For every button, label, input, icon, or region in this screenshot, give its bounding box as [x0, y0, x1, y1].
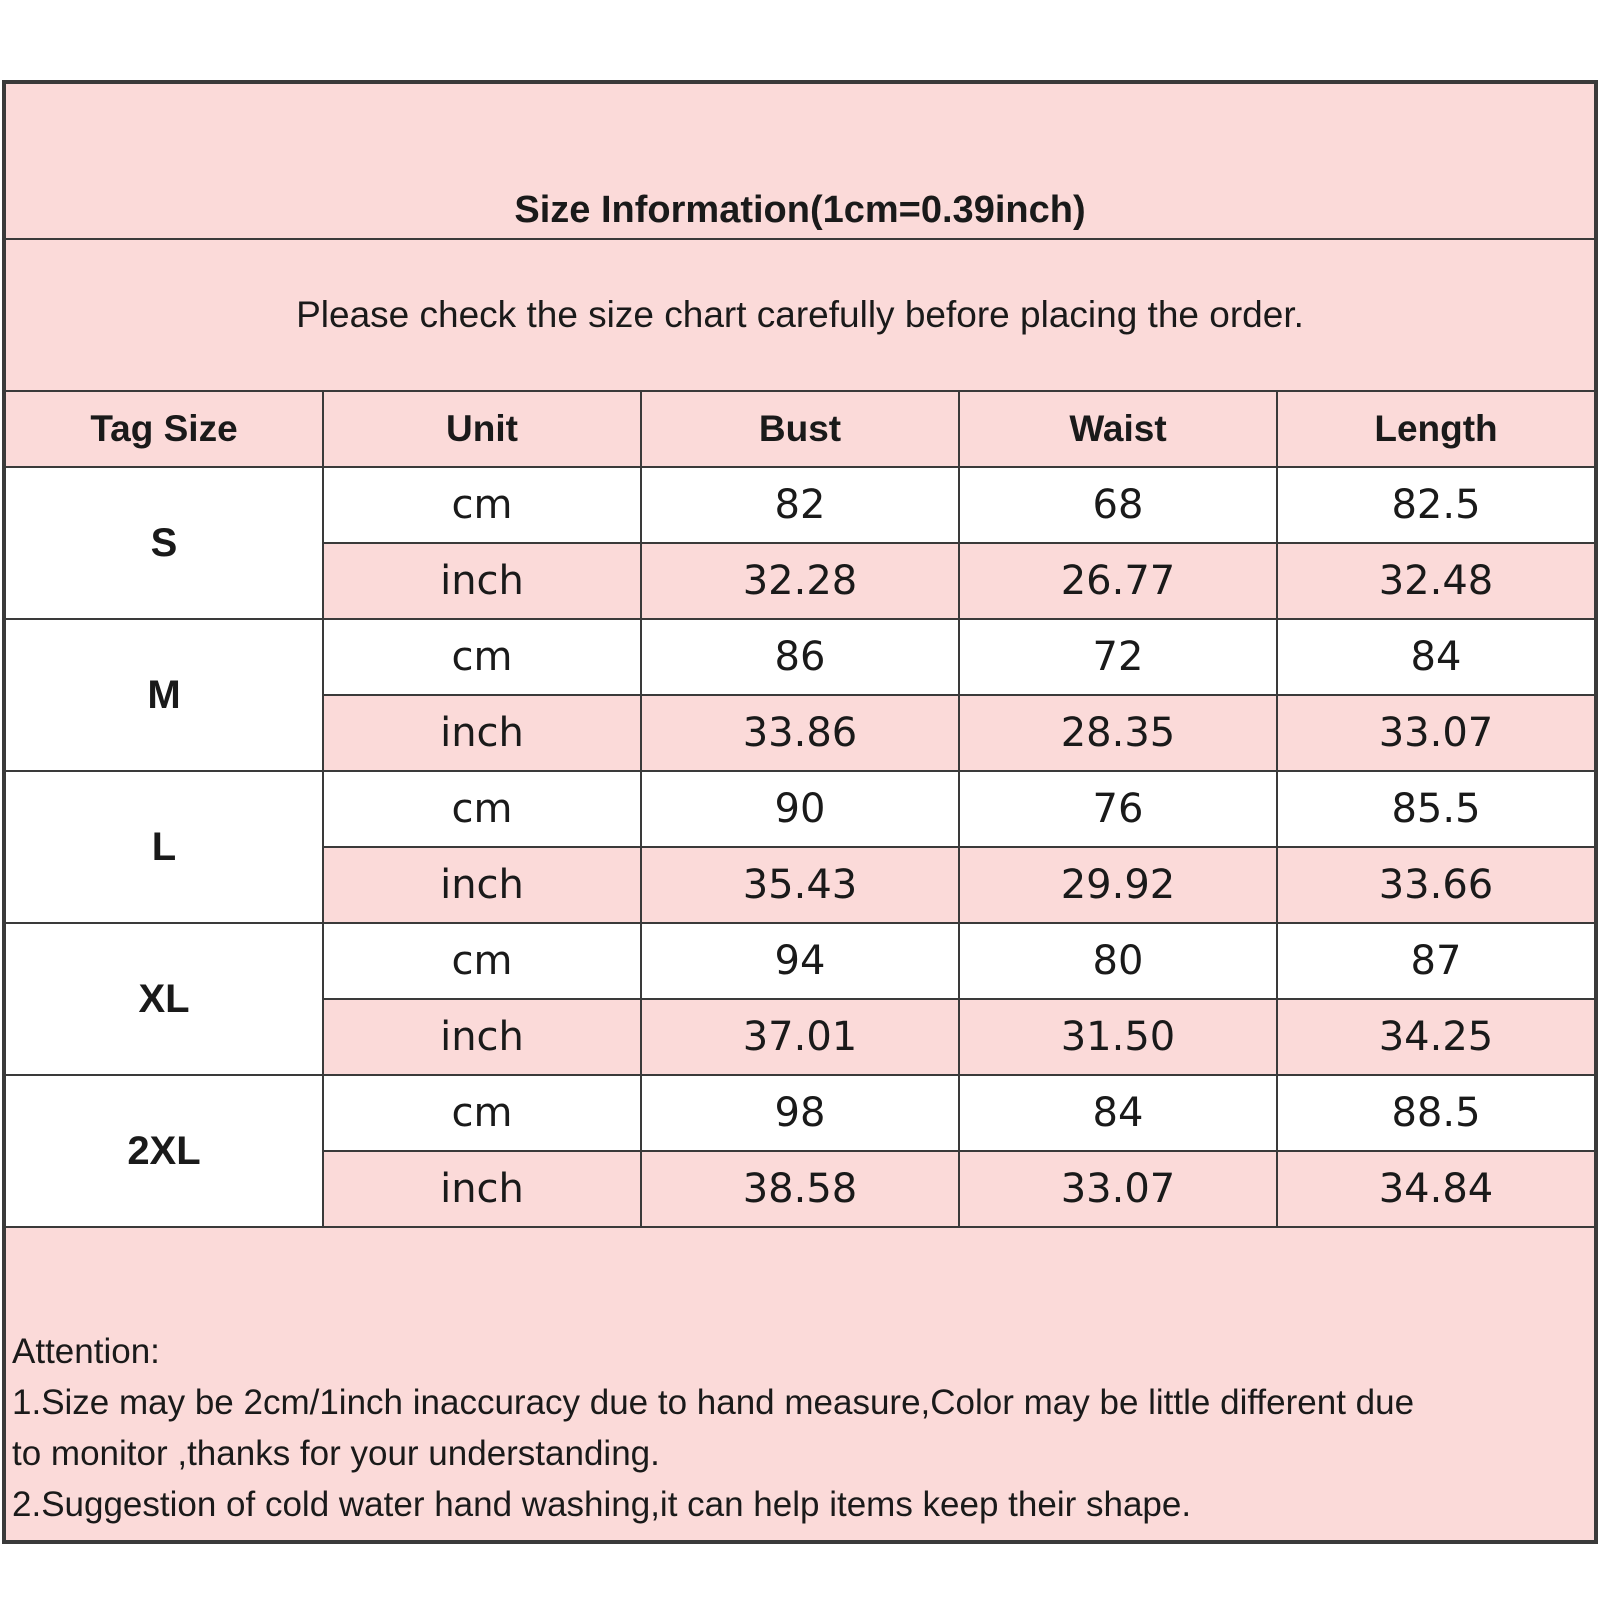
table-row [5, 619, 1595, 695]
unit-cell: cm [323, 467, 641, 543]
waist-cell: 84 [959, 1075, 1277, 1151]
length-cell: 34.84 [1277, 1151, 1595, 1227]
length-cell: 32.48 [1277, 543, 1595, 619]
header-bust: Bust [641, 391, 959, 467]
waist-cell: 26.77 [959, 543, 1277, 619]
bust-cell: 86 [641, 619, 959, 695]
chart-title: Size Information(1cm=0.39inch) [514, 189, 1086, 231]
header-unit: Unit [323, 391, 641, 467]
waist-cell: 33.07 [959, 1151, 1277, 1227]
unit-cell: inch [323, 543, 641, 619]
waist-cell: 72 [959, 619, 1277, 695]
tag-size-cell: L [5, 771, 323, 923]
waist-cell: 68 [959, 467, 1277, 543]
table-row [5, 467, 1595, 543]
table-row [5, 923, 1595, 999]
unit-cell: inch [323, 999, 641, 1075]
length-cell: 82.5 [1277, 467, 1595, 543]
bust-cell: 90 [641, 771, 959, 847]
attention-line: to monitor ,thanks for your understanding. [12, 1434, 660, 1473]
length-cell: 87 [1277, 923, 1595, 999]
tag-size-cell: 2XL [5, 1075, 323, 1227]
check-note: Please check the size chart carefully before placing the order. [296, 294, 1304, 335]
attention-heading: Attention: [12, 1332, 160, 1371]
length-cell: 33.07 [1277, 695, 1595, 771]
unit-cell: cm [323, 1075, 641, 1151]
bust-cell: 32.28 [641, 543, 959, 619]
length-cell: 85.5 [1277, 771, 1595, 847]
unit-cell: inch [323, 1151, 641, 1227]
header-waist: Waist [959, 391, 1277, 467]
header-tag-size: Tag Size [5, 391, 323, 467]
length-cell: 34.25 [1277, 999, 1595, 1075]
title-row [5, 83, 1595, 239]
unit-cell: inch [323, 847, 641, 923]
unit-cell: cm [323, 771, 641, 847]
attention-line: 1.Size may be 2cm/1inch inaccuracy due to hand measure,Color may be little different due [12, 1383, 1415, 1422]
header-length: Length [1277, 391, 1595, 467]
tag-size-cell: S [5, 467, 323, 619]
waist-cell: 76 [959, 771, 1277, 847]
bust-cell: 33.86 [641, 695, 959, 771]
note-row [5, 239, 1595, 391]
size-chart-table [2, 80, 1598, 1544]
unit-cell: cm [323, 619, 641, 695]
waist-cell: 80 [959, 923, 1277, 999]
length-cell: 33.66 [1277, 847, 1595, 923]
bust-cell: 37.01 [641, 999, 959, 1075]
attention-line: 2.Suggestion of cold water hand washing,it can help items keep their shape. [12, 1485, 1192, 1524]
table-row [5, 771, 1595, 847]
tag-size-cell: XL [5, 923, 323, 1075]
waist-cell: 29.92 [959, 847, 1277, 923]
length-cell: 84 [1277, 619, 1595, 695]
bust-cell: 98 [641, 1075, 959, 1151]
tag-size-cell: M [5, 619, 323, 771]
bust-cell: 38.58 [641, 1151, 959, 1227]
unit-cell: cm [323, 923, 641, 999]
attention-block [5, 1227, 1595, 1541]
bust-cell: 35.43 [641, 847, 959, 923]
length-cell: 88.5 [1277, 1075, 1595, 1151]
table-row [5, 1075, 1595, 1151]
waist-cell: 31.50 [959, 999, 1277, 1075]
unit-cell: inch [323, 695, 641, 771]
waist-cell: 28.35 [959, 695, 1277, 771]
bust-cell: 82 [641, 467, 959, 543]
bust-cell: 94 [641, 923, 959, 999]
